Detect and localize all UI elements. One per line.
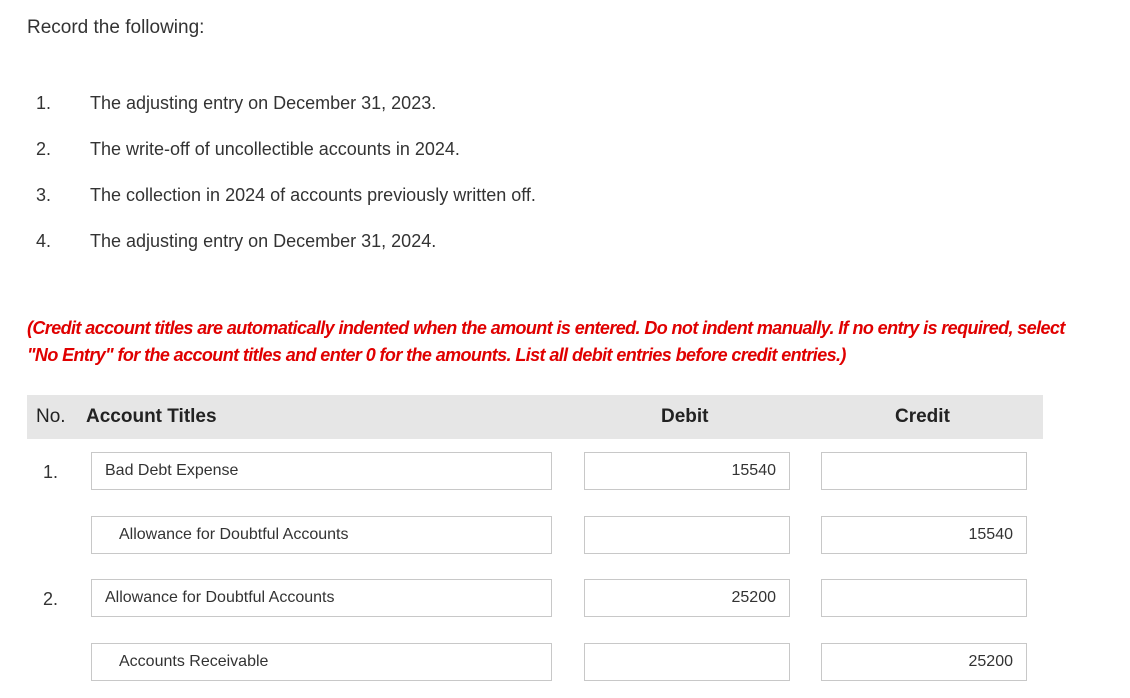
journal-table-header (27, 395, 1043, 439)
journal-row (27, 452, 1043, 492)
step-number: 4. (36, 231, 52, 251)
step-text: The adjusting entry on December 31, 2024. (90, 231, 437, 251)
step-item (36, 91, 736, 137)
debit-input[interactable]: 25200 (584, 579, 790, 617)
journal-row (27, 579, 1043, 619)
header-credit: Credit (895, 406, 950, 427)
entry-number: 1. (43, 462, 59, 482)
debit-input[interactable]: 15540 (584, 452, 790, 490)
step-number: 3. (36, 185, 52, 205)
account-title-input[interactable]: Bad Debt Expense (91, 452, 552, 490)
step-item (36, 137, 736, 183)
account-title-input[interactable]: Allowance for Doubtful Accounts (91, 579, 552, 617)
debit-input[interactable] (584, 643, 790, 681)
credit-input[interactable] (821, 579, 1027, 617)
account-title-input[interactable]: Accounts Receivable (91, 643, 552, 681)
steps-list (36, 91, 736, 275)
header-account-titles: Account Titles (86, 406, 217, 427)
header-no: No. (36, 406, 66, 427)
entry-number: 2. (43, 589, 59, 609)
credit-input[interactable]: 15540 (821, 516, 1027, 554)
step-item (36, 183, 736, 229)
step-number: 2. (36, 139, 52, 159)
journal-row (27, 516, 1043, 556)
debit-input[interactable] (584, 516, 790, 554)
instruction-text: (Credit account titles are automatically indented when the amount is entered. Do not indent manually. If no entry is required, select "No Entry" for the account titles and enter 0 for the amounts. List all debit entries before credit entries.) (27, 318, 1065, 365)
step-text: The adjusting entry on December 31, 2023. (90, 93, 437, 113)
step-item (36, 229, 736, 275)
step-text: The write-off of uncollectible accounts in 2024. (90, 139, 460, 159)
header-debit: Debit (661, 406, 709, 427)
account-title-input[interactable]: Allowance for Doubtful Accounts (91, 516, 552, 554)
intro-text: Record the following: (27, 17, 205, 38)
credit-input[interactable] (821, 452, 1027, 490)
journal-row (27, 643, 1043, 683)
step-text: The collection in 2024 of accounts previously written off. (90, 185, 536, 205)
credit-input[interactable]: 25200 (821, 643, 1027, 681)
step-number: 1. (36, 93, 52, 113)
